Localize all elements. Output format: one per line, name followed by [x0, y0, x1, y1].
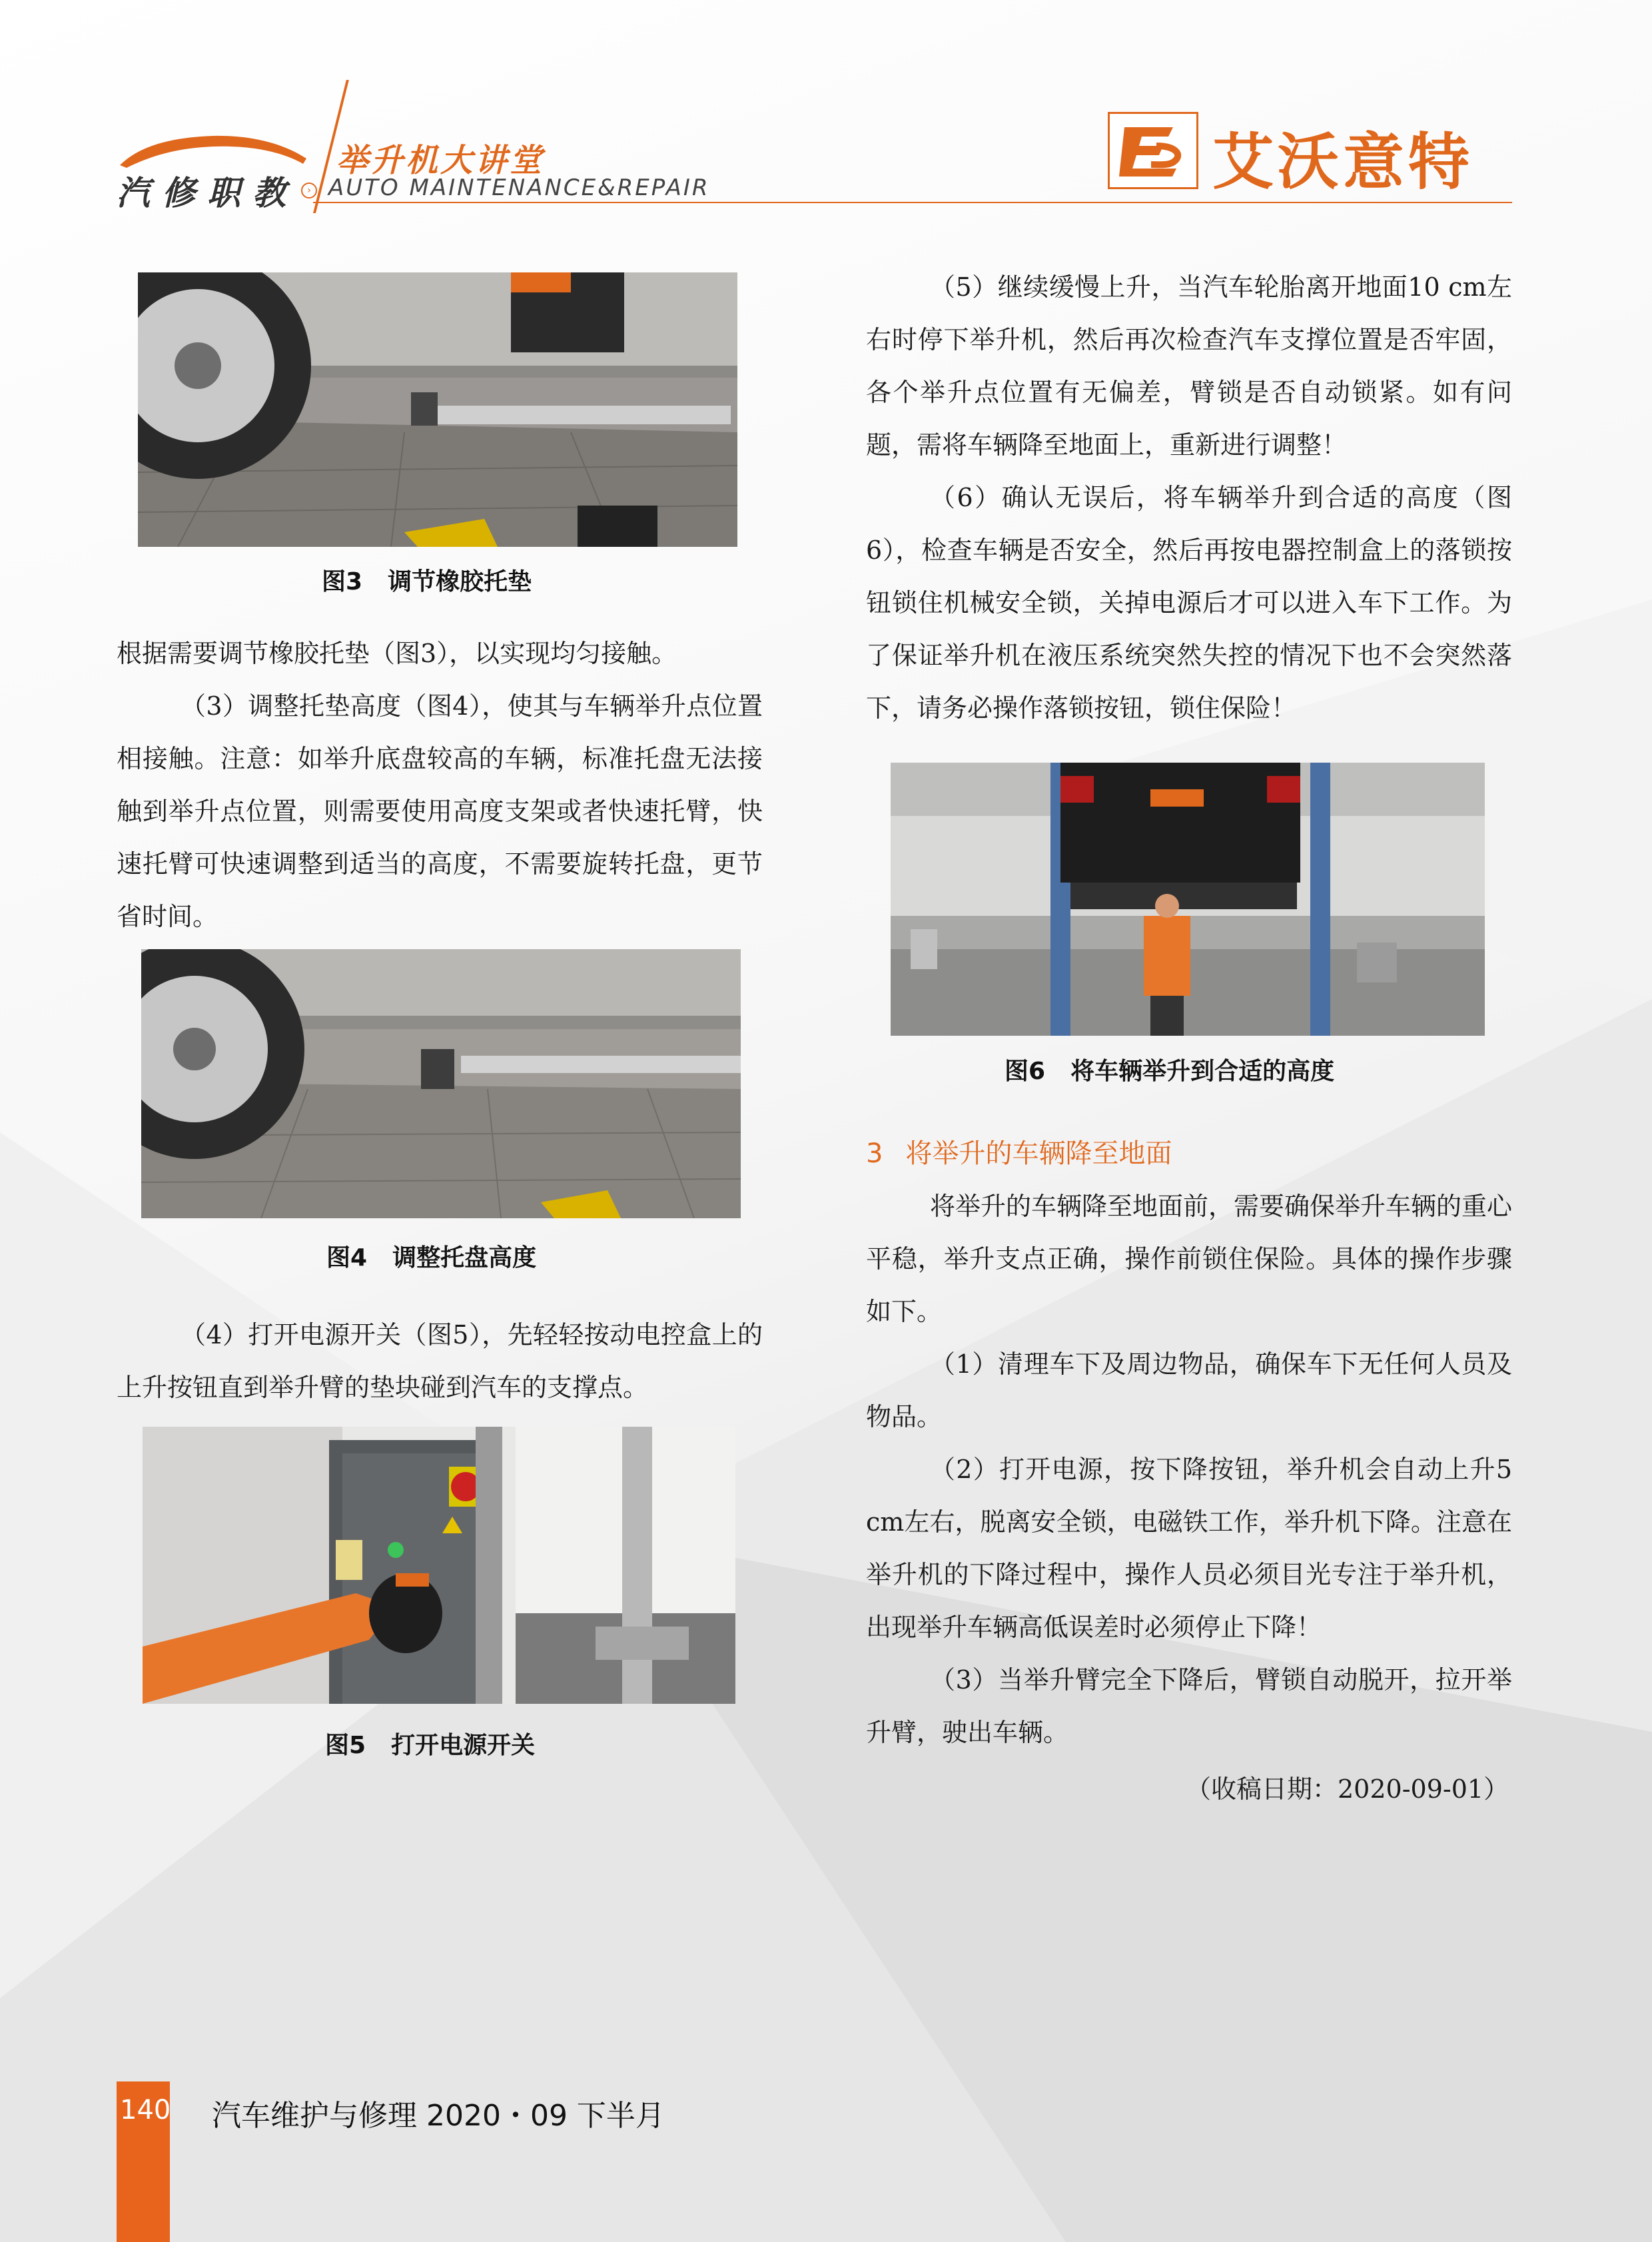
- page-header: [0, 0, 1652, 213]
- figure-4-photo: [141, 949, 741, 1218]
- figure-title: 将车辆举升到合适的高度: [1070, 1058, 1335, 1085]
- journal-name: 汽车维护与修理 2020・09 下半月: [212, 2099, 665, 2133]
- figure-title: 打开电源开关: [391, 1732, 536, 1759]
- figure-6-caption: [1005, 1052, 1334, 1086]
- figure-3-caption: [322, 563, 532, 597]
- column-subtitle: AUTO MAINTENANCE&REPAIR: [328, 175, 710, 201]
- figure-5-photo: [143, 1427, 735, 1704]
- figure-number: 图5: [325, 1732, 366, 1759]
- figure-6-photo: [891, 763, 1485, 1036]
- sponsor-name: 艾沃意特: [1212, 127, 1474, 198]
- figure-title: 调整托盘高度: [392, 1244, 537, 1272]
- right-paragraph-5: （2）打开电源，按下降按钮，举升机会自动上升5 cm左右，脱离安全锁，电磁铁工作，举升机下降。注意在举升机的下降过程中，操作人员必须目光专注于举升机，出现举升车辆高低误差时必须停止下降！: [866, 1455, 1512, 1642]
- section-title: 将举升的车辆降至地面: [905, 1138, 1172, 1169]
- header-rule: [313, 202, 1512, 203]
- figure-number: 图4: [326, 1244, 368, 1272]
- received-date: （收稿日期：2020-09-01）: [1186, 1774, 1509, 1804]
- brand-mark-icon: ›: [301, 183, 317, 198]
- figure-4-caption: [326, 1239, 536, 1273]
- left-paragraph-3: （4）打开电源开关（图5），先轻轻按动电控盒上的上升按钮直到举升臂的垫块碰到汽车的支撑点。: [117, 1320, 763, 1402]
- figure-title: 调节橡胶托垫: [388, 568, 532, 595]
- section-heading: [866, 1132, 1172, 1170]
- right-paragraph-3: 将举升的车辆降至地面前，需要确保举升车辆的重心平稳，举升支点正确，操作前锁住保险。具体的操作步骤如下。: [866, 1192, 1513, 1326]
- figure-number: 图3: [322, 568, 363, 595]
- right-paragraph-2: （6）确认无误后，将车辆举升到合适的高度（图6），检查车辆是否安全，然后再按电器控制盒上的落锁按钮锁住机械安全锁，关掉电源后才可以进入车下工作。为了保证举升机在液压系统突然失控的情况下也不会突然落下，请务必操作落锁按钮，锁住保险！: [866, 483, 1512, 723]
- left-paragraph-2: （3）调整托垫高度（图4），使其与车辆举升点位置相接触。注意：如举升底盘较高的车辆，标准托盘无法接触到举升点位置，则需要使用高度支架或者快速托臂，快速托臂可快速调整到适当的高度，不需要旋转托盘，更节省时间。: [117, 691, 763, 931]
- page-number: 140: [120, 2095, 171, 2125]
- right-paragraph-1: （5）继续缓慢上升，当汽车轮胎离开地面10 cm左右时停下举升机，然后再次检查汽车支撑位置是否牢固，各个举升点位置有无偏差，臂锁是否自动锁紧。如有问题，需将车辆降至地面上，重新进行调整！: [866, 272, 1512, 460]
- figure-5-caption: [325, 1726, 535, 1760]
- section-number: 3: [866, 1138, 883, 1169]
- right-paragraph-6: （3）当举升臂完全下降后，臂锁自动脱开，拉开举升臂，驶出车辆。: [866, 1665, 1512, 1747]
- column-title: 举升机大讲堂: [336, 142, 545, 179]
- figure-number: 图6: [1005, 1058, 1046, 1085]
- right-paragraph-4: （1）清理车下及周边物品，确保车下无任何人员及物品。: [866, 1349, 1512, 1431]
- figure-3-photo: [138, 272, 737, 547]
- car-logo-icon: [113, 132, 313, 172]
- left-paragraph-1: 根据需要调节橡胶托垫（图3），以实现均匀接触。: [117, 639, 677, 668]
- ep-logo-icon: [1108, 112, 1198, 189]
- brand-name: 汽修职教: [117, 174, 298, 212]
